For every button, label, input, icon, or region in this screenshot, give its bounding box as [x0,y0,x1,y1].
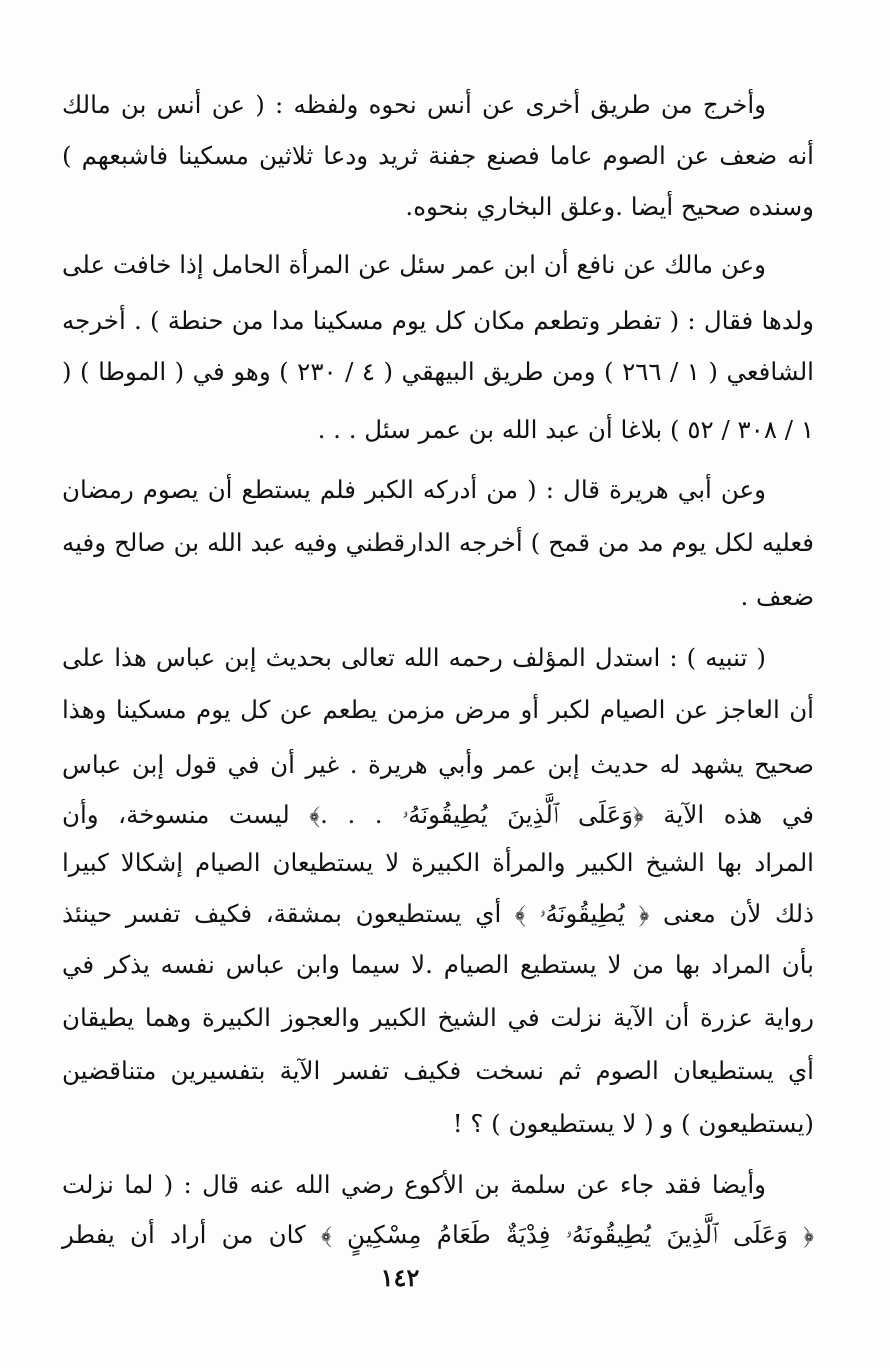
page-number: ١٤٢ [380,1263,420,1292]
text-line: أنه ضعف عن الصوم عاما فصنع جفنة ثريد ودعا ثلاثين مسكينا فاشبعهم ) [62,141,814,170]
text-line: فعليه لكل يوم مد من قمح ) أخرجه الدارقطني وفيه عبد الله بن صالح وفيه [62,528,814,557]
text-line: أن العاجز عن الصيام لكبر أو مرض مزمن يطعم عن كل يوم مسكينا وهذا [62,695,814,724]
text-line: ضعف . [740,582,814,611]
text-line: وعن مالك عن نافع أن ابن عمر سئل عن المرأة الحامل إذا خافت على [62,250,766,279]
text-line: وعن أبي هريرة قال : ( من أدركه الكبر فلم يستطع أن يصوم رمضان [62,475,766,504]
text-line: ﴿ وَعَلَى ٱلَّذِينَ يُطِيقُونَهُۥ فِدْيَةٌ طَعَامُ مِسْكِينٍ ﴾ كان من أراد أن يفطر [62,1220,814,1249]
text-line: (يستطيعون ) و ( لا يستطيعون ) ؟ ! [452,1109,814,1138]
text-line: الشافعي ( ١ / ٢٦٦ ) ومن طريق البيهقي ( ٤ / ٢٣٠ ) وهو في ( الموطا ) ( [62,357,814,386]
text-line: وسنده صحيح أيضا .وعلق البخاري بنحوه. [405,192,814,221]
text-line: في هذه الآية ﴿وَعَلَى ٱلَّذِينَ يُطِيقُونَهُۥ . . .﴾ ليست منسوخة، وأن [62,800,814,829]
text-line: صحيح يشهد له حديث إبن عمر وأبي هريرة . غير أن في قول إبن عباس [62,750,814,779]
text-line: المراد بها الشيخ الكبير والمرأة الكبيرة لا يستطيعان الصيام إشكالا كبيرا [62,848,814,877]
text-line: وأخرج من طريق أخرى عن أنس نحوه ولفظه : ( عن أنس بن مالك [62,90,766,119]
text-line: ( تنبيه ) : استدل المؤلف رحمه الله تعالى بحديث إبن عباس هذا على [62,643,766,672]
text-line: ولدها فقال : ( تفطر وتطعم مكان كل يوم مسكينا مدا من حنطة ) . أخرجه [62,306,814,335]
text-line: ١ / ٣٠٨ / ٥٢ ) بلاغا أن عبد الله بن عمر سئل . . . [317,415,814,444]
text-line: ذلك لأن معنى ﴿ يُطِيقُونَهُۥ ﴾ أي يستطيعون بمشقة، فكيف تفسر حينئذ [62,899,814,928]
text-line: رواية عزرة أن الآية نزلت في الشيخ الكبير والعجوز الكبيرة وهما يطيقان [62,1003,814,1032]
text-line: وأيضا فقد جاء عن سلمة بن الأكوع رضي الله عنه قال : ( لما نزلت [62,1170,766,1199]
text-line: أي يستطيعان الصوم ثم نسخت فكيف تفسر الآية بتفسيرين متناقضين [62,1056,814,1085]
text-line: بأن المراد بها من لا يستطيع الصيام .لا سيما وابن عباس نفسه يذكر في [62,950,814,979]
